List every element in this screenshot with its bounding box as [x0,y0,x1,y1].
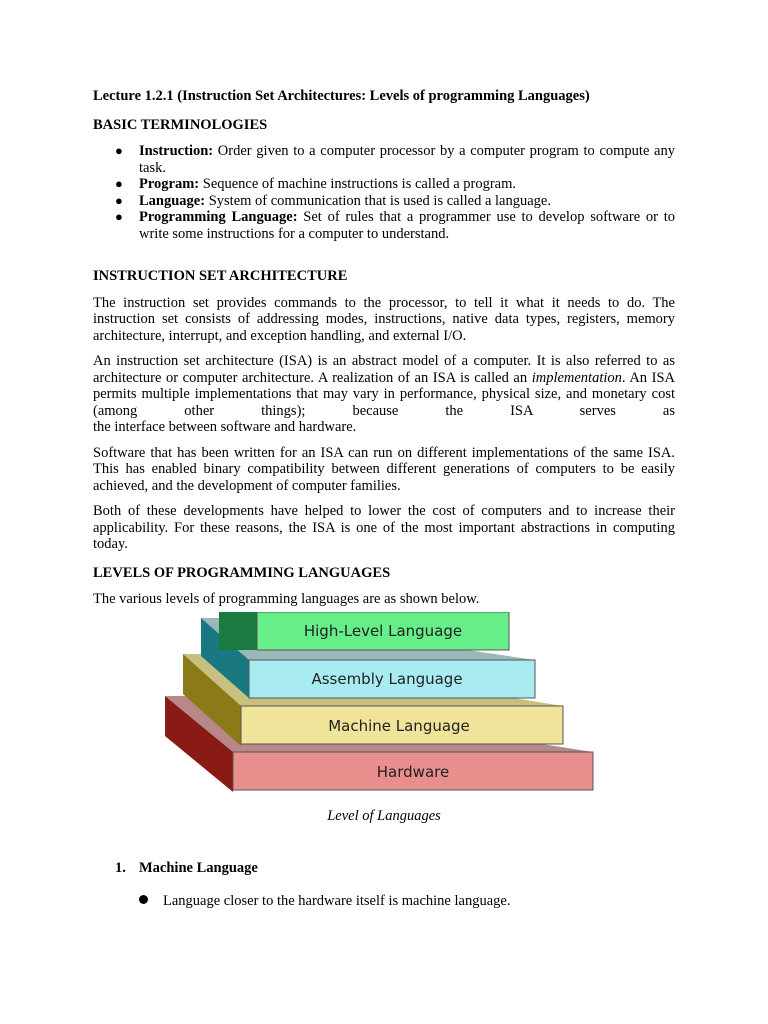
list-item [93,193,675,210]
list-item [139,893,675,910]
isa-paragraph-2 [93,353,675,419]
terminology-list [93,143,675,242]
bullet-icon: ● [115,192,123,208]
machine-language-heading [115,860,675,877]
machine-language-label: Machine Language [328,716,470,735]
assembly-language-label: Assembly Language [311,669,463,688]
language-levels-figure [93,612,675,802]
document-page [93,88,675,909]
isa-paragraph-2-end: the interface between software and hardware. [93,419,357,435]
list-item [93,143,675,176]
levels-heading: LEVELS OF PROGRAMMING LANGUAGES [93,564,391,581]
isa-paragraph-4: Both of these developments have helped to lower the cost of computers and to increase their applicability. For these reasons, the ISA is one of the most important abstractions in computing today. [93,503,675,552]
hardware-label: Hardware [376,762,450,781]
isa-paragraph-2-text-b: . An ISA permits multiple implementations that may vary in performance, physical size, and monetary cost (among other things); because the ISA serves as [93,369,675,419]
term-definition: Set of rules that a programmer use to develop software or to write some instructions for a computer to understand. [139,209,675,242]
term-label: Language: [139,192,206,209]
bullet-icon: ● [115,209,123,224]
bullet-icon [139,895,148,904]
term-definition: System of communication that is used is called a language. [205,192,551,209]
term-definition: Order given to a computer processor by a computer program to compute any task. [139,143,675,176]
bullet-icon: ● [115,176,123,191]
isa-paragraph-2-text-a: An instruction set architecture (ISA) is an abstract model of a computer. It is also referred to as architecture or computer architecture. A realization of an ISA is called an [93,353,675,386]
term-label: Programming Language: [139,209,298,225]
list-item [93,209,675,242]
isa-paragraph-1: The instruction set provides commands to the processor, to tell it what it needs to do. The instruction set consists of addressing modes, instructions, native data types, registers, memory architecture, interrupt, and exception handling, and external I/O. [93,294,675,344]
isa-heading: INSTRUCTION SET ARCHITECTURE [93,268,348,284]
pyramid-diagram [163,612,603,794]
section-number: 1. [115,860,126,876]
term-label: Program: [139,176,200,192]
implementation-emphasis: implementation [531,369,622,386]
high-level-language-label: High-Level Language [303,621,463,640]
levels-intro: The various levels of programming languages are as shown below. [93,591,480,607]
figure-caption: Level of Languages [327,807,441,824]
list-item [93,176,675,193]
term-definition: Sequence of machine instructions is called a program. [199,176,517,192]
section-title: Machine Language [139,860,258,876]
bullet-icon: ● [115,143,123,158]
basic-terminologies-heading: BASIC TERMINOLOGIES [93,116,268,133]
bullet-text: Language closer to the hardware itself is machine language. [163,892,511,909]
isa-paragraph-3: Software that has been written for an ISA can run on different implementations of the same ISA. This has enabled binary compatibility between different generations of computers to be easily achieved, and the development of computer families. [93,444,675,494]
high-level-language-layer [219,612,509,650]
lecture-title: Lecture 1.2.1 (Instruction Set Architectures: Levels of programming Languages) [93,88,590,104]
term-label: Instruction: [139,143,214,159]
